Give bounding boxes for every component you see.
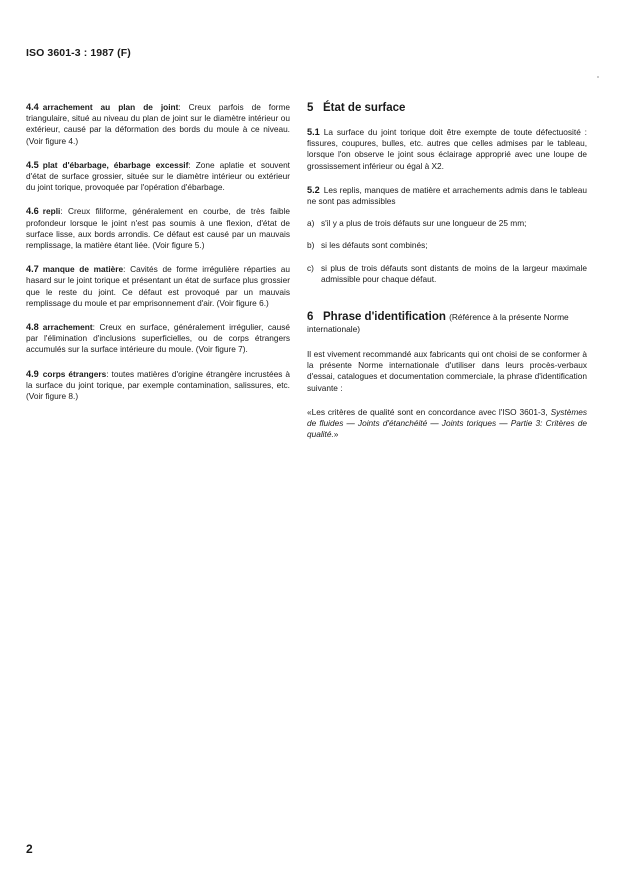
clause-number: 5.1 [307,127,320,137]
clause-separator: : [92,322,100,333]
list-item [307,218,587,229]
clause-4-6 [26,206,290,251]
clause-text: La surface du joint torique doit être exempte de toute défectuosité : fissures, coupures, bulles, etc. autres que celles admises par le tableau, lorsque l'on observe le joint sous éclairage approprié avec une loupe de grossissement inférieur ou égal à X2. [307,127,587,171]
quote-end: » [333,429,339,440]
clause-text: Les replis, manques de matière et arrachements admis dans le tableau ne sont pas admissibles [307,184,587,207]
clause-text: Creux en surface, généralement irrégulier, causé par l'élimination d'inclusions superficielles, ou de corps étrangers accumulés sur la surface intérieure du moule. (Voir figure 7). [26,322,290,355]
clause-4-5 [26,160,290,194]
list-text: si les défauts sont combinés; [321,240,428,251]
clause-number: 4.8 [26,322,39,333]
section-5-heading [307,102,587,114]
clause-number: 5.2 [307,184,320,195]
clause-term: repli [42,206,61,217]
identification-paragraph: Il est vivement recommandé aux fabricants qui ont choisi de se conformer à la présente Norme internationale d'utiliser dans leurs procès-verbaux d'essai, catalogues et documentation commerciale, la phrase d'identification suivante : [307,349,587,393]
clause-text: toutes matières d'origine étrangère incrustées à la surface du joint torique, par exemple contamination, salissures, etc. (Voir figure 8.) [26,368,290,402]
clause-term: arrachement [42,322,93,333]
clause-text: Creux parfois de forme triangulaire, situé au niveau du plan de joint sur le diamètre intérieur ou extérieur, causé par la déformation des bords du moule à ce niveau. (Voir figure 4.) [26,102,290,146]
clause-separator: : [106,368,112,379]
clause-4-7 [26,264,290,309]
scan-speck [597,76,599,78]
page-number: 2 [26,842,33,856]
clause-text: Zone aplatie et souvent d'état de surface grossier, située sur le diamètre intérieur ou extérieur du joint torique, provoquée par l'opération d'ébarbage. [26,159,290,193]
clause-5-1 [307,127,587,172]
clause-term: plat d'ébarbage, ébarbage excessif [42,159,189,170]
list-label: a) [307,218,315,229]
clause-number: 4.6 [26,206,39,217]
list-text: si plus de trois défauts sont distants de moins de la largeur maximale admissible pour chaque défaut. [321,262,587,284]
clause-term: manque de matière [42,264,124,275]
section-title: Phrase d'identification [323,311,446,324]
clause-5-2 [307,185,587,207]
clause-4-9 [26,369,290,403]
clause-number: 4.9 [26,368,39,379]
document-header: ISO 3601-3 : 1987 (F) [26,47,131,59]
quote-title: Systèmes de fluides — Joints d'étanchéité — Joints toriques — Partie 3: Critères de qualité. [307,406,587,440]
clause-separator: : [60,206,69,217]
clause-number: 4.4 [26,102,39,112]
clause-separator: : [123,264,131,275]
left-column [26,102,290,402]
clause-number: 4.5 [26,159,39,170]
clause-4-4 [26,102,290,147]
clause-number: 4.7 [26,264,39,275]
clause-text: Creux filiforme, généralement en courbe, de très faible profondeur lorsque le joint n'est pas soumis à une flexion, d'état de surface lisse, aux bords arrondis. Ce défaut est causé par un mauvais remplissage, la matière étant liée. (Voir figure 5.) [26,206,290,251]
section-subtitle: (Référence à la présente Norme internationale) [307,312,569,335]
identification-statement [307,407,587,441]
clause-separator: : [188,159,196,170]
clause-term: arrachement au plan de joint [42,102,179,112]
clause-separator: : [178,102,189,112]
clause-4-8 [26,322,290,356]
list-text: s'il y a plus de trois défauts sur une longueur de 25 mm; [321,218,527,229]
list-label: c) [307,262,314,273]
right-column [307,102,587,440]
list-item [307,263,587,285]
clause-term: corps étrangers [42,368,107,379]
list-label: b) [307,240,315,251]
section-number: 5 [307,102,314,114]
clause-text: Cavités de forme irrégulière réparties au hasard sur le joint torique et présentant un état de surface plus grossier que le reste du joint. Ce défaut est provoqué par un mauvais remplissage du moule et par emprisonnement d'air. (Voir figure 6.) [26,264,290,308]
section-number: 6 [307,311,314,324]
list-item [307,240,587,251]
section-title: État de surface [323,102,406,114]
quote-start: «Les critères de qualité sont en concordance avec l'ISO 3601-3, [307,406,548,417]
section-6-heading [307,311,587,335]
